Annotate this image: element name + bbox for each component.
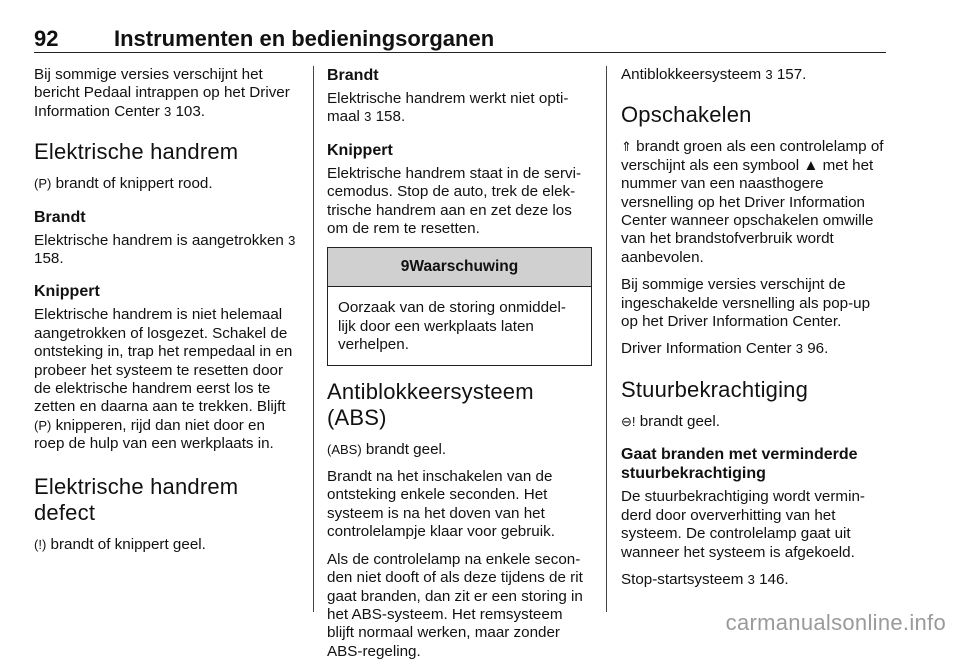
abs-paragraph-1: Brandt na het inschakelen van de ontsteking enkele seconden. Het systeem is na het doven van het controlelampje klaar voor gebruik.: [327, 468, 555, 541]
watermark: carmanualsonline.info: [725, 610, 946, 635]
handrem-paragraph: (P) brandt of knippert rood.: [34, 175, 213, 193]
popup-paragraph: Bij sommige versies verschijnt de ingeschakelde versnelling als pop-up op het Driver Information Center.: [621, 276, 871, 331]
abs-reference: Antiblokkeersysteem 3 157.: [621, 66, 807, 83]
brake-fault-icon: (!): [34, 536, 47, 552]
column-1: [34, 66, 299, 563]
knippert-paragraph: Elektrische handrem is niet helemaal aangetrokken of losgezet. Schakel de ontsteking in, trap het rempedaal in en probeer het systeem te resetten door de elektrische handrem eerst los te zetten en daarna aan te trekken. Blijft (P) knipperen, rijd dan niet door en roep de hulp van een werkplaats in.: [34, 306, 293, 453]
column-divider-2: [606, 66, 607, 612]
heading-brandt-2: Brandt: [327, 67, 379, 84]
heading-elektrische-handrem: Elektrische handrem: [34, 139, 239, 165]
heading-knippert: Knippert: [34, 283, 100, 301]
abs-paragraph-2: Als de controlelamp na enkele secon-den niet dooft of als deze tijdens de rit gaat branden, dan zit er een storing in het ABS-systeem. Het remsysteem blijft normaal werken, maar zonder ABS-regeling.: [327, 550, 583, 660]
parking-brake-icon: (P): [34, 176, 52, 192]
ref-arrow-icon: 3: [164, 103, 172, 119]
column-2: [327, 66, 592, 670]
warning-icon: 9: [400, 258, 410, 276]
opschakelen-paragraph: ⇑ brandt groen als een controlelamp of verschijnt als een symbool ▲ met het nummer van een naasthogere versnelling op het Driver Information Center wanneer opschakelen omwille van het brandstofverbruik wordt aanbevolen.: [621, 138, 884, 266]
heading-knippert-2: Knippert: [327, 141, 393, 159]
parking-brake-icon: (P): [34, 417, 52, 433]
dic-reference: Driver Information Center 3 96.: [621, 340, 829, 358]
heading-opschakelen: Opschakelen: [621, 102, 752, 128]
gaat-paragraph: De stuurbekrachtiging wordt vermin-derd door oververhitting van het systeem. De controlelamp gaat uit wanneer het systeem is afgekoeld.: [621, 488, 865, 561]
heading-brandt: Brandt: [34, 208, 86, 226]
defect-paragraph: (!) brandt of knippert geel.: [34, 535, 206, 553]
triangle-icon: ▲: [803, 156, 819, 174]
ref-arrow-icon: 3: [364, 109, 372, 125]
page-header: [34, 26, 886, 53]
abs-icon: (ABS): [327, 441, 362, 457]
heading-gaat-branden: Gaat branden met verminderde stuurbekrachtiging: [621, 446, 858, 483]
warning-box: [327, 247, 592, 365]
warning-title: Waarschuwing: [409, 258, 519, 276]
stop-start-reference: Stop-startsysteem 3 146.: [621, 570, 789, 588]
column-3: [621, 66, 887, 598]
stuur-paragraph: ⊖! brandt geel.: [621, 412, 720, 430]
warning-header: [328, 248, 591, 287]
page-title: Instrumenten en bedieningsorganen: [114, 26, 495, 51]
knippert-2-paragraph: Elektrische handrem staat in de servi-cemodus. Stop de auto, trek de elek-trische handrem aan en zet deze los om de rem te resetten.: [327, 164, 582, 238]
intro-paragraph: Bij sommige versies verschijnt het bericht Pedaal intrappen op het Driver Information Center 3 103.: [34, 66, 290, 120]
brandt-2-paragraph: Elektrische handrem werkt niet opti-maal 3 158.: [327, 90, 569, 126]
steering-icon: ⊖!: [621, 413, 636, 429]
upshift-icon: ⇑: [621, 139, 632, 155]
heading-handrem-defect: Elektrische handrem defect: [34, 473, 239, 525]
warning-body: Oorzaak van de storing onmiddel-lijk door een werkplaats laten verhelpen.: [338, 299, 566, 354]
ref-arrow-icon: 3: [288, 232, 296, 248]
brandt-paragraph: Elektrische handrem is aangetrokken 3 158.: [34, 231, 296, 268]
page-number: 92: [34, 26, 59, 51]
ref-arrow-icon: 3: [747, 571, 755, 587]
heading-stuurbekrachtiging: Stuurbekrachtiging: [621, 376, 809, 402]
ref-arrow-icon: 3: [795, 341, 803, 357]
column-divider-1: [313, 66, 314, 612]
ref-arrow-icon: 3: [765, 67, 773, 82]
abs-paragraph: (ABS) brandt geel.: [327, 440, 447, 458]
heading-abs: Antiblokkeersysteem (ABS): [327, 378, 534, 430]
